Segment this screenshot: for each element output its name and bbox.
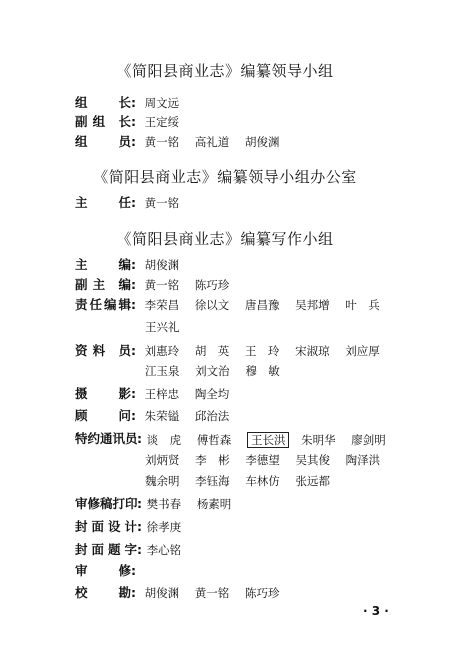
person-name: 谈 虎	[146, 433, 182, 447]
label: 主 任	[75, 195, 131, 210]
person-name: 李心铭	[146, 543, 182, 557]
row-deputy-group-leader: 副 组 长: 王定绥	[75, 114, 180, 129]
person-name: 黄一铭	[144, 278, 180, 292]
label: 副 主 编	[75, 277, 131, 292]
person-name: 魏余明	[145, 474, 180, 488]
person-name: 陈巧珍	[194, 278, 230, 292]
person-name: 李 彬	[195, 453, 230, 467]
section-title-leadership: 《简阳县商业志》编纂领导小组	[116, 62, 334, 80]
person-name: 王 玲	[244, 344, 280, 358]
person-name: 廖剑明	[351, 433, 386, 447]
person-name: 王兴礼	[145, 320, 180, 334]
row-cover-calligraphy: 封面题字: 李心铭	[75, 542, 182, 557]
person-name: 高礼道	[194, 135, 230, 149]
person-name: 黄一铭	[194, 586, 230, 600]
row-group-leader: 组 长: 周文远	[75, 95, 180, 110]
person-name: 陈巧珍	[244, 586, 280, 600]
person-name: 江玉泉	[145, 364, 180, 378]
label: 封面设计	[75, 519, 137, 534]
person-name: 胡 英	[194, 344, 230, 358]
label: 审修稿打印	[75, 496, 138, 511]
person-name: 叶 兵	[345, 298, 380, 312]
person-name: 陶全均	[194, 387, 230, 401]
label: 特约通讯员	[75, 431, 138, 446]
person-name: 李荣昌	[144, 298, 180, 312]
person-name: 陶泽洪	[345, 453, 381, 467]
person-name: 王梓忠	[144, 387, 180, 401]
person-name: 胡俊渊	[144, 586, 180, 600]
person-name: 唐昌豫	[244, 298, 280, 312]
row-data-staff: 资 料 员: 刘惠玲 胡 英 王 玲 宋淑琼 刘应厚	[75, 343, 380, 358]
label: 顾 问	[75, 408, 131, 423]
row-proofreading: 校 勘: 胡俊渊 黄一铭 陈巧珍	[75, 585, 280, 600]
row-special-correspondents: 特约通讯员: 谈 虎 傅哲森 王长洪 朱明华 廖剑明	[75, 431, 386, 447]
person-name: 吴其俊	[295, 453, 330, 467]
row-responsible-editors-cont	[145, 320, 192, 334]
person-name: 周文远	[144, 96, 180, 110]
person-name: 胡俊渊	[144, 258, 180, 272]
row-special-correspondents-cont-2	[145, 474, 342, 488]
row-group-members: 组 员: 黄一铭 高礼道 胡俊渊	[75, 134, 280, 149]
person-name: 李德望	[245, 453, 280, 467]
label: 组 长	[75, 95, 131, 110]
person-name: 徐孝庚	[146, 520, 182, 534]
row-advisors: 顾 问: 朱荣镒 邱治法	[75, 408, 230, 423]
person-name: 樊书春	[146, 497, 182, 511]
person-name: 杨素明	[196, 497, 232, 511]
label: 责任编辑	[75, 297, 131, 312]
section-title-writing: 《简阳县商业志》编纂写作小组	[116, 230, 334, 248]
person-name: 徐以文	[194, 298, 230, 312]
label: 副 组 长	[75, 114, 131, 129]
row-deputy-chief-editor: 副 主 编: 黄一铭 陈巧珍	[75, 277, 230, 292]
person-name: 穆 敏	[245, 364, 280, 378]
label: 组 员	[75, 134, 131, 149]
row-photography: 摄 影: 王梓忠 陶全均	[75, 386, 230, 401]
person-name: 朱明华	[301, 433, 336, 447]
row-data-staff-cont	[145, 364, 292, 378]
person-name: 宋淑琼	[295, 344, 330, 358]
person-name: 黄一铭	[144, 135, 180, 149]
row-director: 主 任: 黄一铭	[75, 195, 180, 210]
label: 校 勘	[75, 585, 131, 600]
row-special-correspondents-cont-1	[145, 453, 392, 467]
row-chief-editor: 主 编: 胡俊渊	[75, 257, 180, 272]
person-name: 傅哲森	[196, 433, 232, 447]
person-name: 邱治法	[194, 409, 230, 423]
person-name: 吴邦增	[295, 298, 330, 312]
row-responsible-editors: 责任编辑: 李荣昌 徐以文 唐昌豫 吴邦增 叶 兵	[75, 297, 380, 312]
row-review-print: 审修稿打印: 樊书春 杨素明	[75, 496, 232, 511]
person-name: 车林仿	[245, 474, 280, 488]
person-name: 黄一铭	[144, 196, 180, 210]
person-name-boxed: 王长洪	[247, 432, 290, 448]
person-name: 张远都	[295, 474, 330, 488]
page-number: · 3 ·	[363, 604, 389, 618]
person-name: 胡俊渊	[244, 135, 280, 149]
row-cover-design: 封面设计: 徐孝庚	[75, 519, 182, 534]
person-name: 朱荣镒	[144, 409, 180, 423]
label: 摄 影	[75, 386, 131, 401]
row-review: 审 修:	[75, 563, 136, 578]
person-name: 刘文治	[195, 364, 230, 378]
person-name: 刘应厚	[345, 344, 380, 358]
person-name: 李钰海	[195, 474, 230, 488]
person-name: 王定绥	[144, 115, 180, 129]
label: 审 修	[75, 563, 131, 578]
label: 资 料 员	[75, 343, 131, 358]
label: 主 编	[75, 257, 131, 272]
person-name: 刘炳贤	[145, 453, 180, 467]
person-name: 刘惠玲	[144, 344, 180, 358]
label: 封面题字	[75, 542, 137, 557]
section-title-office: 《简阳县商业志》编纂领导小组办公室	[93, 168, 357, 186]
